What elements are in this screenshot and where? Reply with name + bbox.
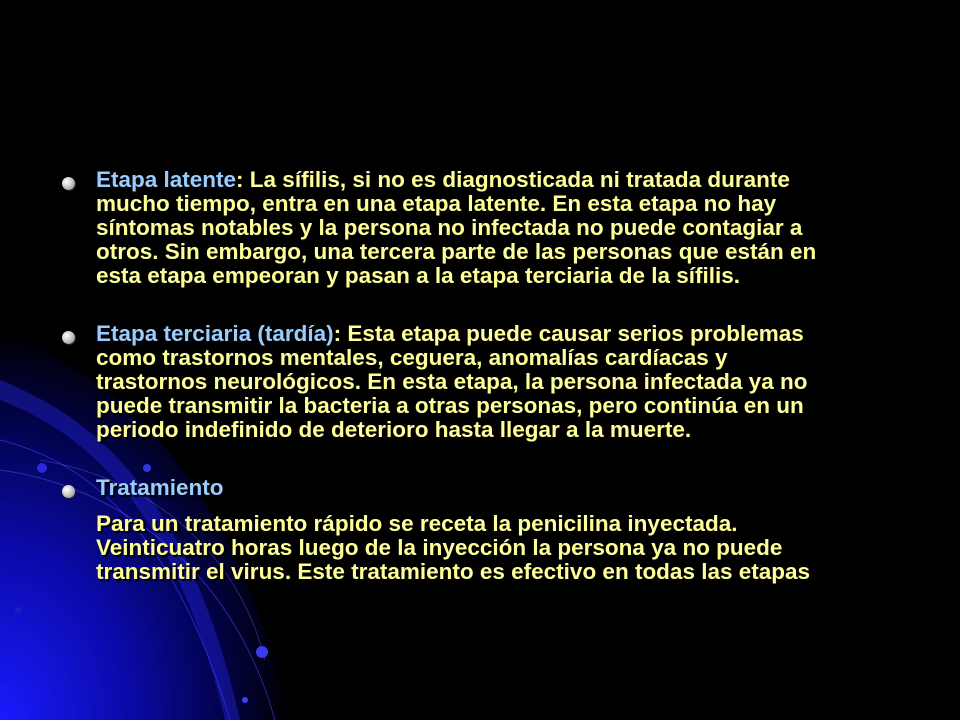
bullet-icon xyxy=(62,177,75,190)
paragraph xyxy=(96,168,922,288)
paragraph-text: Esta etapa puede causar serios problemas como trastornos mentales, ceguera, anomalías cardíacas y trastornos neurológicos. En esta etapa, la persona infectada ya no puede transmitir la bacteria a otras personas, pero continúa en un periodo indefinido de deterioro hasta llegar a la muerte. xyxy=(96,321,808,442)
list-item-etapa-terciaria xyxy=(62,322,922,442)
slide-content xyxy=(62,168,922,584)
term-label: Etapa latente xyxy=(96,167,237,192)
list-item-tratamiento xyxy=(62,476,922,584)
paragraph-text: Para un tratamiento rápido se receta la penicilina inyectada. Veinticuatro horas luego de la inyección la persona ya no puede transmitir el virus. Este tratamiento es efectivo en todas las etapas xyxy=(96,511,811,584)
decor-dot xyxy=(15,607,21,613)
decor-dot xyxy=(256,646,268,658)
bullet-icon xyxy=(62,485,75,498)
paragraph xyxy=(96,476,922,500)
bullet-icon xyxy=(62,331,75,344)
list-item-etapa-latente xyxy=(62,168,922,288)
term-label: Etapa terciaria (tardía) xyxy=(96,321,334,346)
decor-dot xyxy=(242,697,248,703)
paragraph xyxy=(96,322,922,442)
term-separator: : xyxy=(236,167,250,192)
term-label: Tratamiento xyxy=(96,475,224,500)
paragraph-text: La sífilis, si no es diagnosticada ni tratada durante mucho tiempo, entra en una etapa latente. En esta etapa no hay síntomas notables y la persona no infectada no puede contagiar a otros. Sin embargo, una tercera parte de las personas que están en esta etapa empeoran y pasan a la etapa terciaria de la sífilis. xyxy=(96,167,817,288)
decor-dot xyxy=(37,463,47,473)
term-separator: : xyxy=(333,321,348,346)
